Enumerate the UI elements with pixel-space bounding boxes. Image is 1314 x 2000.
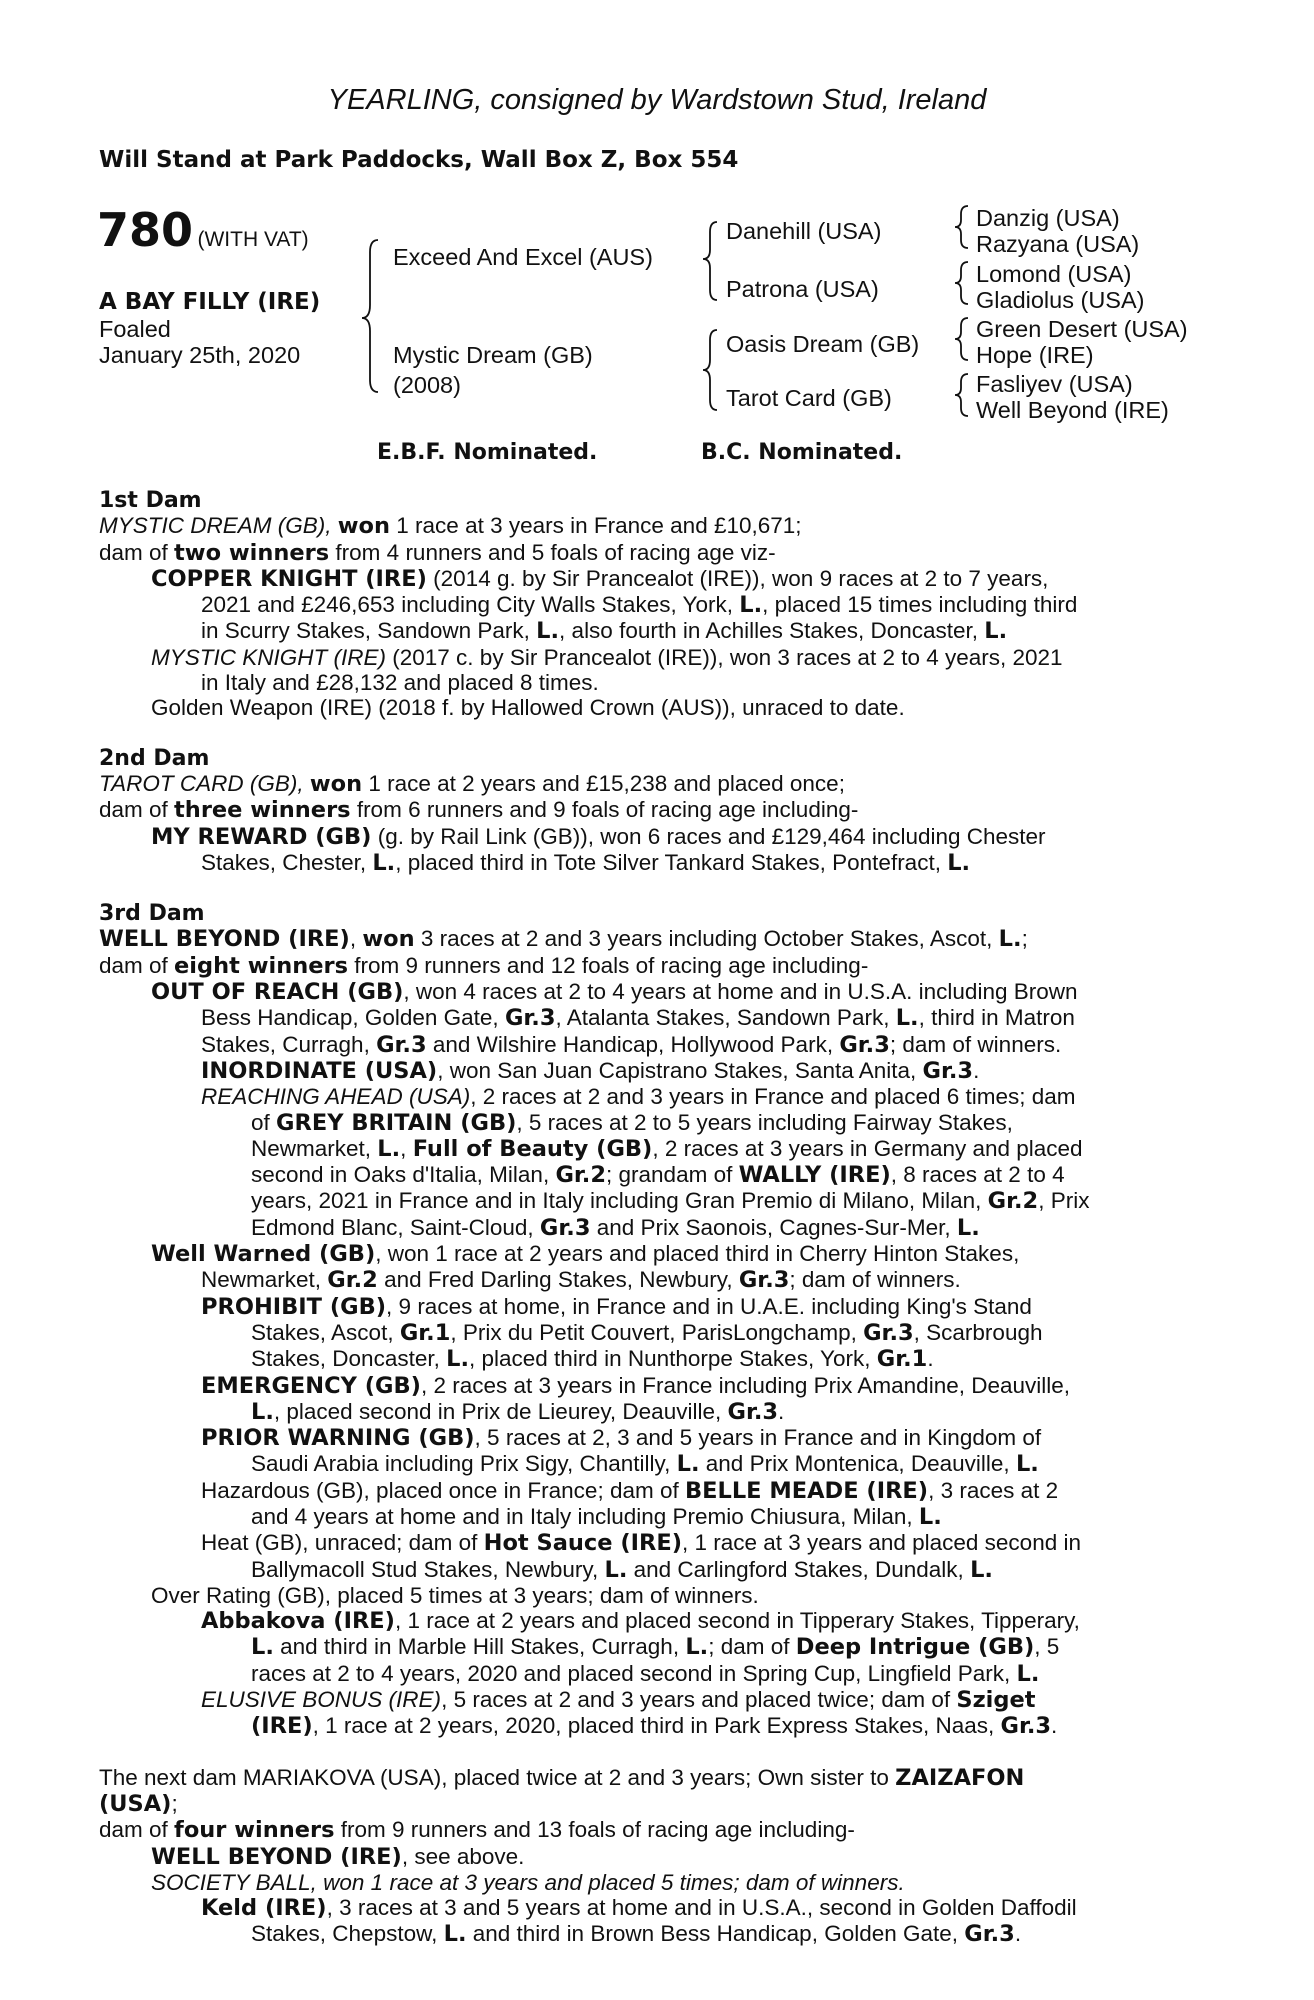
bc-nominated: B.C. Nominated. xyxy=(701,440,903,465)
third-dam-line: EMERGENCY (GB), 2 races at 3 years in France including Prix Amandine, Deauville, xyxy=(201,1372,1071,1399)
foaled-date: January 25th, 2020 xyxy=(99,342,301,368)
pedigree-gen3-1: Danzig (USA) xyxy=(976,205,1120,231)
third-dam-line: Abbakova (IRE), 1 race at 2 years and placed second in Tipperary Stakes, Tipperary, xyxy=(201,1608,1080,1635)
next-dam-line: SOCIETY BALL, won 1 race at 3 years and placed 5 times; dam of winners. xyxy=(151,1869,905,1895)
third-dam-line: dam of eight winners from 9 runners and 12 foals of racing age including- xyxy=(99,952,869,979)
first-dam-line: in Italy and £28,132 and placed 8 times. xyxy=(201,670,599,696)
third-dam-line: and 4 years at home and in Italy including Premio Chiusura, Milan, L. xyxy=(251,1503,942,1530)
third-dam-line: Hazardous (GB), placed once in France; dam of BELLE MEADE (IRE), 3 races at 2 xyxy=(201,1477,1059,1504)
second-dam-line: dam of three winners from 6 runners and 9 foals of racing age including- xyxy=(99,797,859,824)
third-dam-line: Stakes, Doncaster, L., placed third in Nunthorpe Stakes, York, Gr.1. xyxy=(251,1346,934,1373)
third-dam-line: Edmond Blanc, Saint-Cloud, Gr.3 and Prix Saonois, Cagnes-Sur-Mer, L. xyxy=(251,1214,980,1241)
page-title: YEARLING, consigned by Wardstown Stud, Ireland xyxy=(327,84,987,116)
second-dam-heading: 2nd Dam xyxy=(99,745,210,771)
first-dam-line: COPPER KNIGHT (IRE) (2014 g. by Sir Prancealot (IRE)), won 9 races at 2 to 7 years, xyxy=(151,565,1049,592)
next-dam-line: WELL BEYOND (IRE), see above. xyxy=(151,1843,525,1870)
third-dam-line: Newmarket, Gr.2 and Fred Darling Stakes, Newbury, Gr.3; dam of winners. xyxy=(201,1267,961,1294)
third-dam-line: WELL BEYOND (IRE), won 3 races at 2 and 3 years including October Stakes, Ascot, L.; xyxy=(99,926,1028,953)
third-dam-line: Stakes, Curragh, Gr.3 and Wilshire Handicap, Hollywood Park, Gr.3; dam of winners. xyxy=(201,1031,1062,1058)
next-dam-line: Stakes, Chepstow, L. and third in Brown Bess Handicap, Golden Gate, Gr.3. xyxy=(251,1921,1022,1948)
pedigree-gen3-2: Razyana (USA) xyxy=(976,231,1140,257)
first-dam-line: MYSTIC KNIGHT (IRE) (2017 c. by Sir Prancealot (IRE)), won 3 races at 2 to 4 years, 2021 xyxy=(151,644,1063,670)
second-dam-line: MY REWARD (GB) (g. by Rail Link (GB)), won 6 races and £129,464 including Chester xyxy=(151,823,1046,850)
third-dam-line: Ballymacoll Stud Stakes, Newbury, L. and Carlingford Stakes, Dundalk, L. xyxy=(251,1556,993,1583)
third-dam-line: Over Rating (GB), placed 5 times at 3 years; dam of winners. xyxy=(151,1582,759,1608)
pedigree-gen3-3: Lomond (USA) xyxy=(976,261,1132,287)
pedigree-dam: Mystic Dream (GB) xyxy=(393,342,593,368)
third-dam-line: Heat (GB), unraced; dam of Hot Sauce (IRE), 1 race at 3 years and placed second in xyxy=(201,1530,1081,1557)
lot-number: 780 xyxy=(97,203,194,257)
first-dam-line: Golden Weapon (IRE) (2018 f. by Hallowed Crown (AUS)), unraced to date. xyxy=(151,695,905,721)
foaled-label: Foaled xyxy=(99,316,171,342)
vat-note: (WITH VAT) xyxy=(197,228,309,251)
third-dam-line: Newmarket, L., Full of Beauty (GB), 2 races at 3 years in Germany and placed xyxy=(251,1135,1083,1162)
next-dam-line: Keld (IRE), 3 races at 3 and 5 years at home and in U.S.A., second in Golden Daffodil xyxy=(201,1895,1077,1922)
third-dam-line: REACHING AHEAD (USA), 2 races at 2 and 3 years in France and placed 6 times; dam xyxy=(201,1084,1076,1110)
next-dam-line: dam of four winners from 9 runners and 13 foals of racing age including- xyxy=(99,1817,855,1844)
pedigree-gen3-5: Green Desert (USA) xyxy=(976,316,1188,342)
pedigree-gen3-4: Gladiolus (USA) xyxy=(976,287,1145,313)
third-dam-line: Stakes, Ascot, Gr.1, Prix du Petit Couvert, ParisLongchamp, Gr.3, Scarbrough xyxy=(251,1319,1043,1346)
pedigree-gen3-8: Well Beyond (IRE) xyxy=(976,397,1169,423)
pedigree-sire: Exceed And Excel (AUS) xyxy=(393,244,653,270)
first-dam-line: 2021 and £246,653 including City Walls Stakes, York, L., placed 15 times including third xyxy=(201,592,1078,619)
third-dam-line: Saudi Arabia including Prix Sigy, Chantilly, L. and Prix Montenica, Deauville, L. xyxy=(251,1451,1039,1478)
third-dam-line: of GREY BRITAIN (GB), 5 races at 2 to 5 years including Fairway Stakes, xyxy=(251,1109,1013,1136)
first-dam-line: dam of two winners from 4 runners and 5 foals of racing age viz- xyxy=(99,539,776,566)
pedigree-gen3-6: Hope (IRE) xyxy=(976,342,1094,368)
third-dam-line: races at 2 to 4 years, 2020 and placed second in Spring Cup, Lingfield Park, L. xyxy=(251,1660,1040,1687)
first-dam-heading: 1st Dam xyxy=(99,488,202,513)
third-dam-line: OUT OF REACH (GB), won 4 races at 2 to 4 years at home and in U.S.A. including Brown xyxy=(151,979,1078,1006)
pedigree-gen3-7: Fasliyev (USA) xyxy=(976,371,1133,397)
third-dam-line: (IRE), 1 race at 2 years, 2020, placed third in Park Express Stakes, Naas, Gr.3. xyxy=(251,1713,1058,1740)
third-dam-line: INORDINATE (USA), won San Juan Capistrano Stakes, Santa Anita, Gr.3. xyxy=(201,1057,980,1084)
lot-name: A BAY FILLY (IRE) xyxy=(99,289,321,315)
ebf-nominated: E.B.F. Nominated. xyxy=(377,440,598,465)
third-dam-line: Bess Handicap, Golden Gate, Gr.3, Atalanta Stakes, Sandown Park, L., third in Matron xyxy=(201,1005,1075,1032)
next-dam-line: (USA); xyxy=(99,1790,178,1817)
stand-location: Will Stand at Park Paddocks, Wall Box Z, Box 554 xyxy=(99,147,739,173)
third-dam-line: L. and third in Marble Hill Stakes, Curragh, L.; dam of Deep Intrigue (GB), 5 xyxy=(251,1634,1060,1661)
third-dam-line: Well Warned (GB), won 1 race at 2 years and placed third in Cherry Hinton Stakes, xyxy=(151,1241,1020,1268)
third-dam-line: L., placed second in Prix de Lieurey, Deauville, Gr.3. xyxy=(251,1398,785,1425)
first-dam-line: in Scurry Stakes, Sandown Park, L., also fourth in Achilles Stakes, Doncaster, L. xyxy=(201,618,1008,645)
pedigree-sire-sire: Danehill (USA) xyxy=(726,218,882,244)
third-dam-heading: 3rd Dam xyxy=(99,901,205,927)
third-dam-line: years, 2021 in France and in Italy including Gran Premio di Milano, Milan, Gr.2, Prix xyxy=(251,1188,1090,1215)
second-dam-line: Stakes, Chester, L., placed third in Tote Silver Tankard Stakes, Pontefract, L. xyxy=(201,849,971,876)
third-dam-line: PRIOR WARNING (GB), 5 races at 2, 3 and 5 years in France and in Kingdom of xyxy=(201,1425,1042,1452)
third-dam-line: PROHIBIT (GB), 9 races at home, in France and in U.A.E. including King's Stand xyxy=(201,1293,1032,1320)
produce-notes xyxy=(99,488,1204,1948)
third-dam-line: second in Oaks d'Italia, Milan, Gr.2; grandam of WALLY (IRE), 8 races at 2 to 4 xyxy=(251,1162,1065,1189)
pedigree-dam-year: (2008) xyxy=(393,372,461,398)
second-dam-line: TAROT CARD (GB), won 1 race at 2 years and £15,238 and placed once; xyxy=(99,770,845,797)
pedigree-dam-sire: Oasis Dream (GB) xyxy=(726,331,920,357)
first-dam-line: MYSTIC DREAM (GB), won 1 race at 3 years in France and £10,671; xyxy=(99,513,802,540)
pedigree-dam-dam: Tarot Card (GB) xyxy=(726,385,892,411)
third-dam-line: ELUSIVE BONUS (IRE), 5 races at 2 and 3 years and placed twice; dam of Sziget xyxy=(201,1687,1036,1714)
next-dam-line: The next dam MARIAKOVA (USA), placed twice at 2 and 3 years; Own sister to ZAIZAFON xyxy=(99,1764,1025,1791)
pedigree-sire-dam: Patrona (USA) xyxy=(726,276,879,302)
